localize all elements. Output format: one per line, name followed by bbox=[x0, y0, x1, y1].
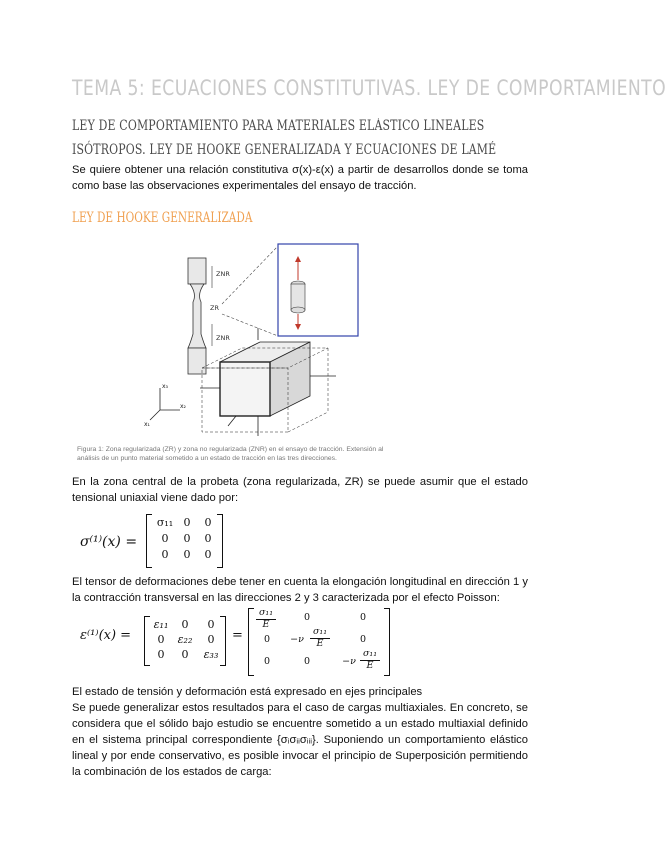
matrix-cell: 0 bbox=[181, 648, 189, 661]
zoom-box bbox=[278, 244, 358, 336]
stress-eq-label: σ⁽¹⁾(x) = bbox=[80, 534, 138, 550]
section-heading: LEY DE HOOKE GENERALIZADA bbox=[72, 210, 253, 226]
rhs-nu: −ν bbox=[290, 634, 304, 645]
matrix-cell: 0 bbox=[183, 516, 191, 529]
matrix-cell: 0 bbox=[157, 648, 165, 661]
rhs-zero: 0 bbox=[303, 656, 311, 667]
label-zr: ZR bbox=[210, 304, 219, 312]
matrix-cell: 0 bbox=[181, 618, 189, 631]
rhs-a33-den: E bbox=[366, 660, 374, 671]
generalization-paragraph: Se puede generalizar estos resultados para el caso de cargas multiaxiales. En concreto, se considera que el sólido bajo estudio se encuentre sometido a un estado multiaxial definido en el sistema principal correspondiente {σᵢσᵢᵢσᵢᵢᵢ}. Suponiendo un comportamiento elástico lineal y por ende conservativo, es posible invocar el principio de Superposición permitiendo la combinación de los estados de carga: bbox=[72, 702, 528, 778]
matrix-cell: σ₁₁ bbox=[156, 516, 174, 529]
figure-caption: Figura 1: Zona regularizada (ZR) y zona no regularizada (ZNR) en el ensayo de tracción. Extensión al análisis de un punto material sometido a un estado de tracción en las tres direcciones. bbox=[77, 446, 384, 462]
matrix-cell: 0 bbox=[183, 532, 191, 545]
matrix-cell: 0 bbox=[204, 532, 212, 545]
matrix-cell: ε₂₂ bbox=[177, 633, 193, 646]
matrix-cell: ε₃₃ bbox=[203, 648, 219, 661]
equals-sign: = bbox=[232, 628, 243, 643]
stress-equation bbox=[80, 514, 240, 570]
label-znr-top: ZNR bbox=[216, 270, 230, 278]
strain-equation bbox=[80, 608, 400, 676]
rhs-a33-num: σ₁₁ bbox=[362, 648, 378, 659]
axes-triad bbox=[150, 388, 180, 420]
matrix-cell: 0 bbox=[183, 548, 191, 561]
strain-eq-label: ε⁽¹⁾(x) = bbox=[80, 628, 132, 643]
section-subtitle: LEY DE COMPORTAMIENTO PARA MATERIALES ELÁSTICO LINEALES ISÓTROPOS. LEY DE HOOKE GENERALIZADA Y ECUACIONES DE LAMÉ bbox=[72, 118, 497, 158]
label-znr-bottom: ZNR bbox=[216, 334, 230, 342]
tensile-test-figure bbox=[140, 236, 400, 446]
rhs-zero: 0 bbox=[359, 612, 367, 623]
axis-x2-label: x₂ bbox=[180, 403, 186, 410]
rhs-a22-num: σ₁₁ bbox=[312, 626, 328, 637]
rhs-zero: 0 bbox=[263, 634, 271, 645]
matrix-cell: 0 bbox=[161, 532, 169, 545]
rhs-zero: 0 bbox=[359, 634, 367, 645]
axis-x3-label: x₃ bbox=[162, 383, 168, 390]
axis-x1-label: x₁ bbox=[144, 421, 150, 428]
rhs-a22-den: E bbox=[316, 638, 324, 649]
zr-paragraph: En la zona central de la probeta (zona regularizada, ZR) se puede asumir que el estado tensional uniaxial viene dado por: bbox=[72, 476, 528, 504]
matrix-cell: 0 bbox=[204, 548, 212, 561]
matrix-cell: 0 bbox=[204, 516, 212, 529]
intro-paragraph: Se quiere obtener una relación constitutiva σ(x)-ε(x) a partir de desarrollos donde se toma como base las observaciones experimentales del ensayo de tracción. bbox=[72, 164, 528, 192]
matrix-cell: 0 bbox=[207, 618, 215, 631]
rhs-zero: 0 bbox=[303, 612, 311, 623]
matrix-cell: ε₁₁ bbox=[153, 618, 169, 631]
deformation-paragraph: El tensor de deformaciones debe tener en cuenta la elongación longitudinal en dirección 1 y la contracción transversal en las direcciones 2 y 3 caracterizada por el efecto Poisson: bbox=[72, 576, 528, 604]
specimen-drawing bbox=[188, 258, 206, 374]
matrix-cell: 0 bbox=[157, 633, 165, 646]
matrix-cell: 0 bbox=[161, 548, 169, 561]
principal-axes-paragraph: El estado de tensión y deformación está expresado en ejes principales bbox=[72, 686, 423, 698]
rhs-nu: −ν bbox=[342, 656, 356, 667]
stress-cube bbox=[200, 328, 336, 436]
rhs-zero: 0 bbox=[263, 656, 271, 667]
page-title: TEMA 5: ECUACIONES CONSTITUTIVAS. LEY DE COMPORTAMIENTO bbox=[72, 76, 666, 100]
rhs-a11-num: σ₁₁ bbox=[258, 607, 274, 618]
matrix-cell: 0 bbox=[207, 633, 215, 646]
rhs-a11-den: E bbox=[262, 619, 270, 630]
